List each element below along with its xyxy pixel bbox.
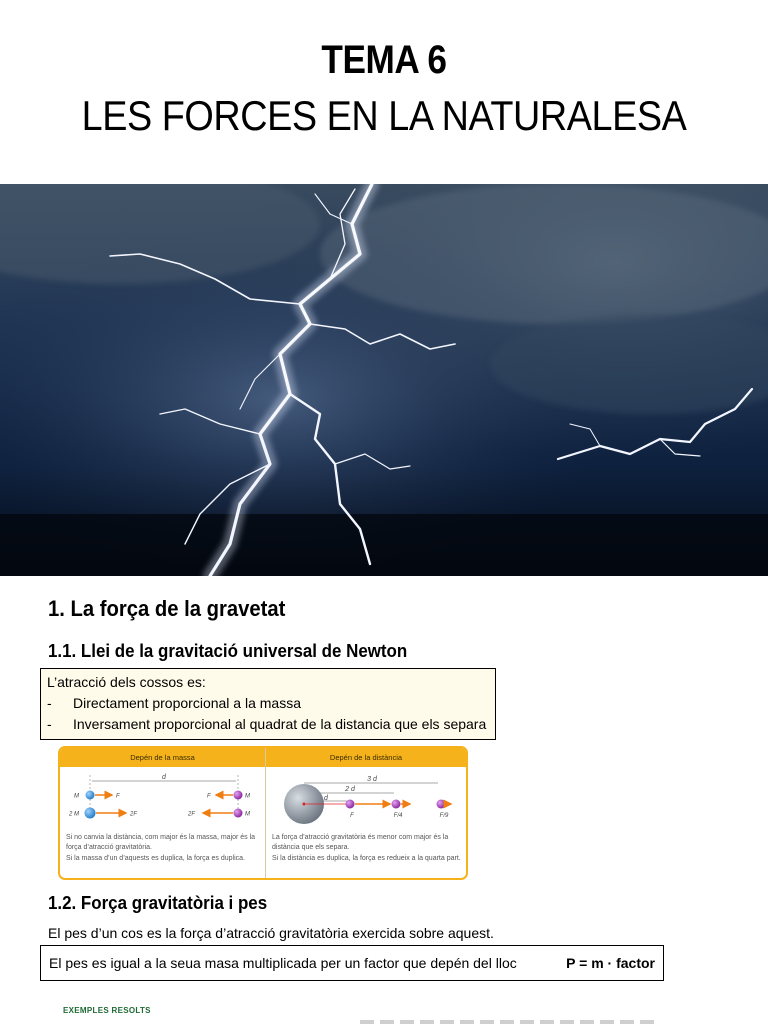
- subsection-heading-weight: 1.2. Força gravitatòria i pes: [48, 893, 268, 913]
- topic-title: LES FORCES EN LA NATURALESA: [81, 92, 687, 139]
- newton-law-box: [40, 668, 496, 740]
- figure-caption-distance-2: Si la distància es duplica, la força es redueix a la quarta part.: [272, 855, 461, 862]
- weight-formula-box: [40, 945, 664, 981]
- label-3d: 3 d: [367, 776, 377, 783]
- mass-ball: [392, 800, 401, 809]
- figure-caption-distance-1: La força d’atracció gravitatòria és menor com major és la distància que els separa.: [272, 834, 449, 851]
- label-mass: 2 M: [69, 811, 80, 818]
- cut-off-text: [360, 1020, 660, 1024]
- list-bullet: -: [47, 716, 52, 732]
- lightning-photo: [0, 184, 768, 576]
- mass-ball: [346, 800, 355, 809]
- label-mass: M: [245, 793, 250, 800]
- label-force: 2F: [130, 811, 138, 818]
- weight-definition: El pes d’un cos es la força d’atracció gravitatòria exercida sobre aquest.: [48, 925, 494, 941]
- label-2d: 2 d: [345, 786, 355, 793]
- mass-ball: [85, 808, 96, 819]
- mass-ball: [234, 791, 243, 800]
- mass-ball: [234, 809, 243, 818]
- label-mass: M: [74, 793, 79, 800]
- section-heading-gravity: 1. La força de la gravetat: [48, 596, 286, 621]
- list-item-text: Inversament proporcional al quadrat de la distancia que els separa: [73, 716, 487, 732]
- figure-caption-mass-1: Si no canvia la distància, com major és la massa, major és la força d’atracció gravitatòria.: [66, 834, 256, 851]
- figure-header-distance: Depén de la distància: [266, 748, 466, 767]
- label-force: F: [116, 793, 120, 800]
- mass-ball: [437, 800, 446, 809]
- tema-title: TEMA 6: [321, 38, 447, 82]
- label-d: d: [162, 774, 166, 781]
- label-mass: M: [245, 811, 250, 818]
- label-force: F: [350, 813, 354, 819]
- label-force-ninth: F/9: [439, 813, 449, 819]
- figure-header-mass: Depén de la massa: [60, 748, 265, 767]
- list-item: [47, 693, 489, 714]
- figure-diagram: [60, 767, 466, 831]
- weight-formula-text: El pes es igual a la seua masa multiplicada per un factor que depén del lloc: [49, 955, 517, 971]
- label-force-quarter: F/4: [393, 813, 403, 819]
- mass-ball: [86, 791, 95, 800]
- subsection-heading-newton: 1.1. Llei de la gravitació universal de Newton: [48, 641, 408, 661]
- list-item: [47, 714, 489, 735]
- weight-formula: P = m · factor: [566, 955, 655, 971]
- gravitation-figure: [58, 746, 468, 880]
- list-bullet: -: [47, 695, 52, 711]
- list-item-text: Directament proporcional a la massa: [73, 695, 301, 711]
- newton-law-intro: L’atracció dels cossos es:: [47, 674, 206, 690]
- label-d: d: [324, 795, 328, 802]
- label-force: 2F: [188, 811, 196, 818]
- examples-heading: EXEMPLES RESOLTS: [63, 1006, 151, 1015]
- label-force: F: [207, 793, 211, 800]
- figure-caption-mass-2: Si la massa d’un d’aquests es duplica, la força es duplica.: [66, 855, 245, 862]
